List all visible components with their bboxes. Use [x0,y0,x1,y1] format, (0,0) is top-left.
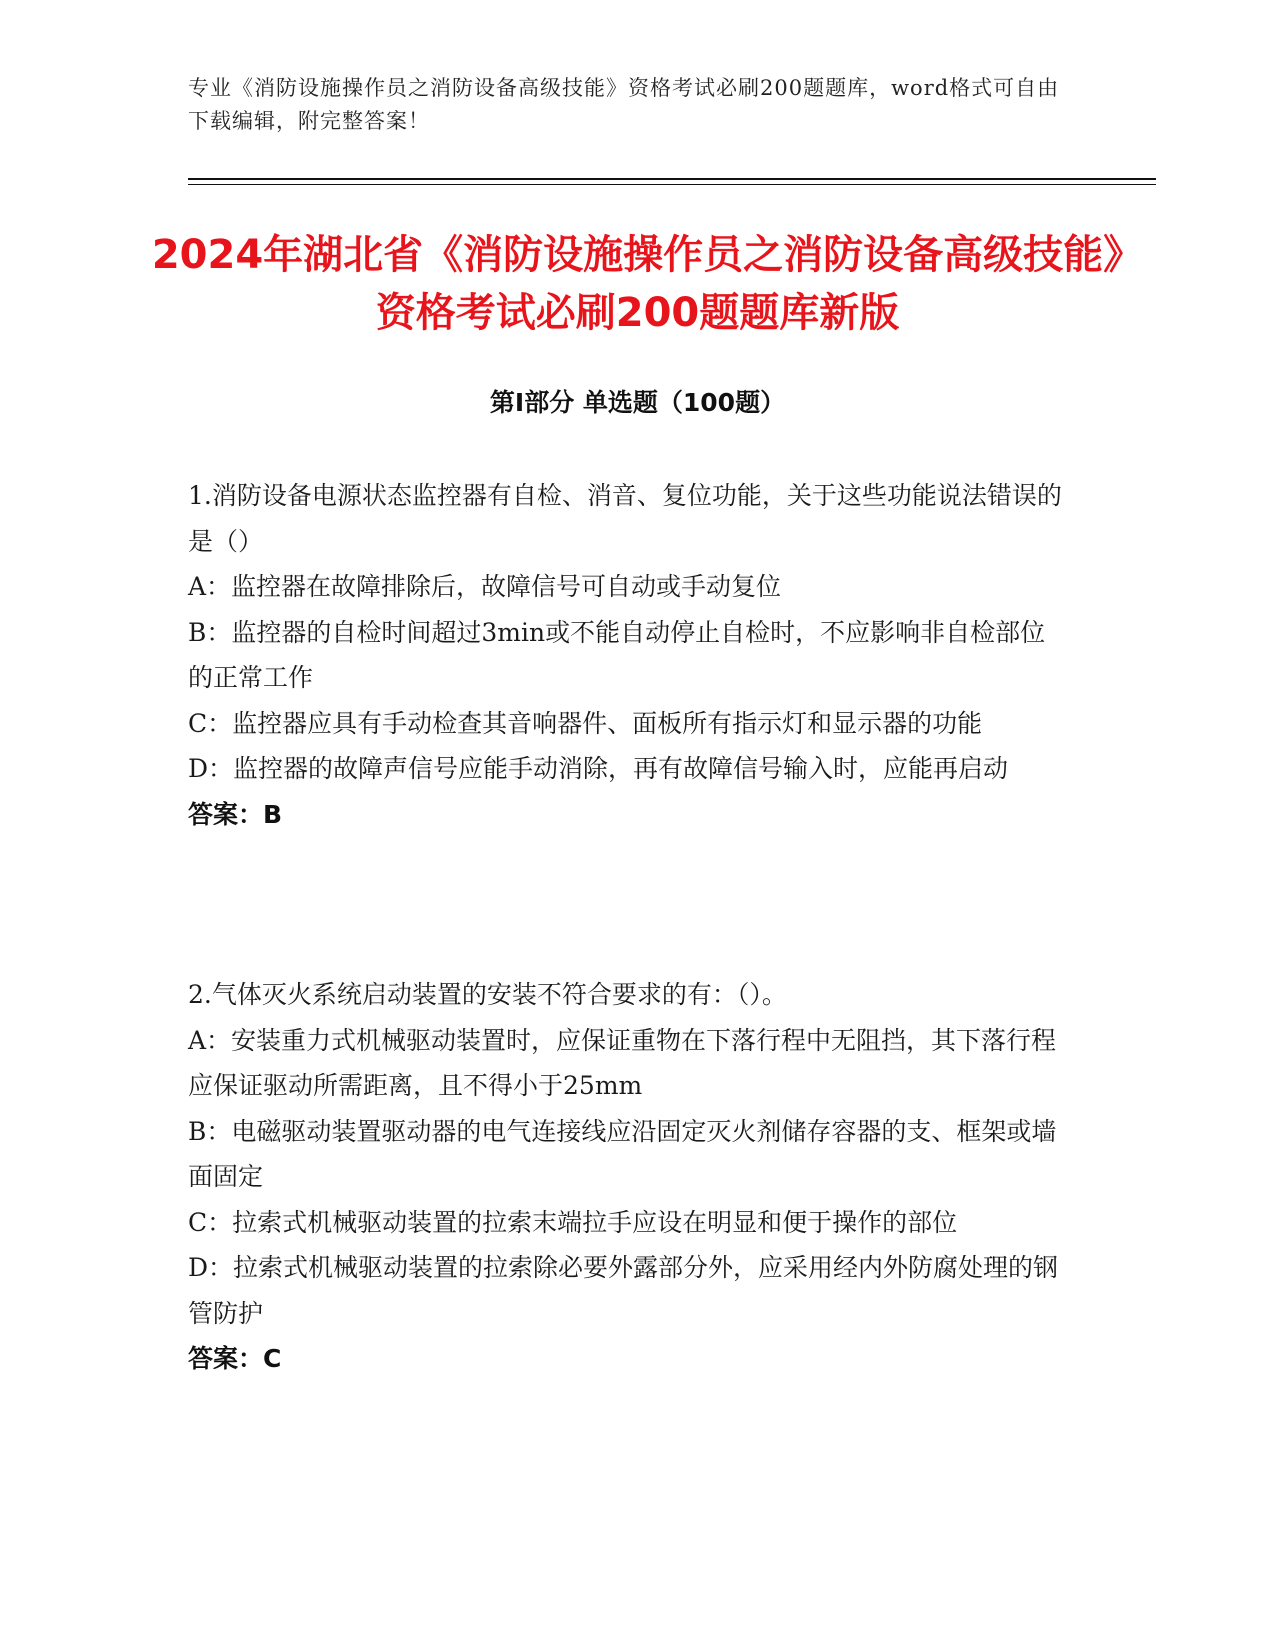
header-note: 专业《消防设施操作员之消防设备高级技能》资格考试必刷200题题库，word格式可自由下载编辑，附完整答案！ [188,76,1060,133]
question-2 [188,972,1068,1382]
option-d: D：拉索式机械驱动装置的拉索除必要外露部分外，应采用经内外防腐处理的钢管防护 [188,1253,1059,1328]
question-1 [188,473,1068,837]
document-title: 2024年湖北省《消防设施操作员之消防设备高级技能》资格考试必刷200题题库新版 [151,232,1124,336]
header-rule-thin [188,184,1156,185]
answer: 答案：C [188,1344,282,1373]
option-c: C：监控器应具有手动检查其音响器件、面板所有指示灯和显示器的功能 [188,708,983,738]
option-b: B：监控器的自检时间超过3min或不能自动停止自检时，不应影响非自检部位的正常工作 [188,617,1046,692]
option-d: D：监控器的故障声信号应能手动消除，再有故障信号输入时，应能再启动 [188,754,1009,783]
header-rule-thick [188,178,1156,180]
option-c: C：拉索式机械驱动装置的拉索末端拉手应设在明显和便于操作的部位 [188,1207,958,1237]
option-a: A：安装重力式机械驱动装置时，应保证重物在下落行程中无阻挡，其下落行程应保证驱动所需距离，且不得小于25mm [188,1025,1057,1100]
section-heading: 第Ⅰ部分 单选题（100题） [489,388,786,417]
question-stem: 2.气体灭火系统启动装置的安装不符合要求的有：（）。 [188,980,787,1009]
answer: 答案：B [188,799,283,829]
question-stem: 1.消防设备电源状态监控器有自检、消音、复位功能，关于这些功能说法错误的是（） [188,481,1062,556]
option-b: B：电磁驱动装置驱动器的电气连接线应沿固定灭火剂储存容器的支、框架或墙面固定 [188,1116,1057,1191]
option-a: A：监控器在故障排除后，故障信号可自动或手动复位 [188,572,782,601]
